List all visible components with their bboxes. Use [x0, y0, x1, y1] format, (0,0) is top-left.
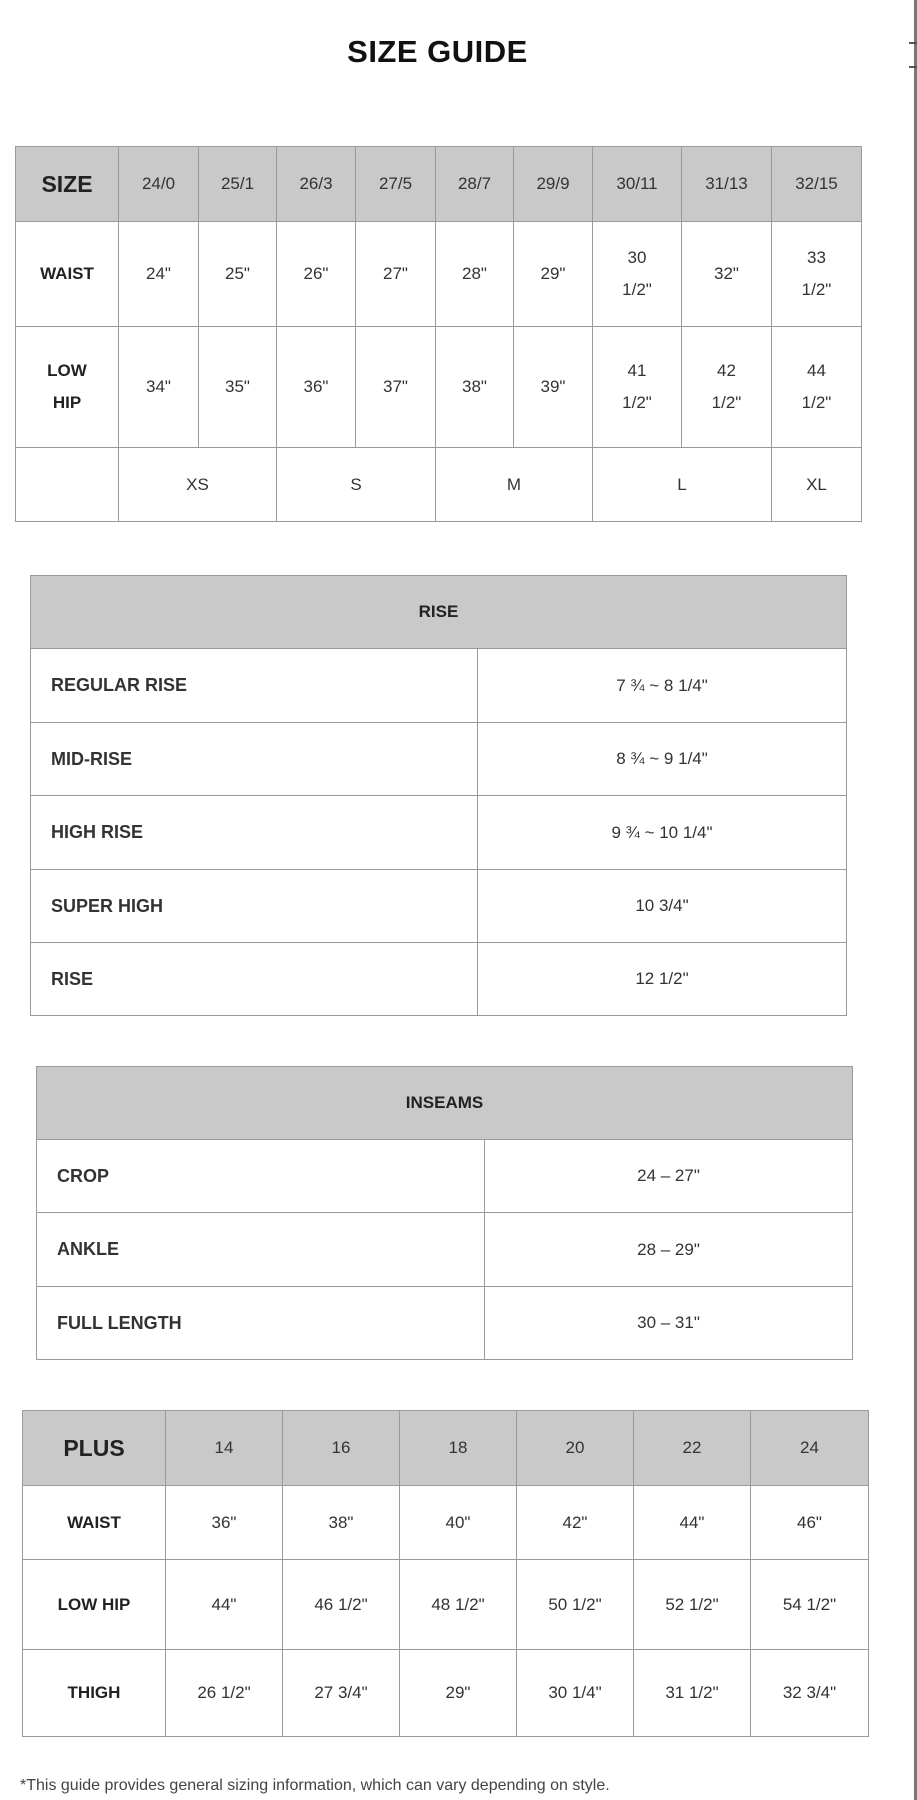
rise-header-row: [31, 576, 847, 649]
plus-low-hip-cell: 50 1/2": [517, 1560, 634, 1650]
plus-size-cell: 18: [400, 1411, 517, 1486]
letter-size-cell: L: [593, 448, 772, 522]
letter-size-row: [16, 448, 862, 522]
rise-header: RISE: [31, 576, 847, 649]
rise-row: [31, 649, 847, 723]
rise-label: MID-RISE: [31, 723, 478, 796]
size-cell: 28/7: [436, 147, 514, 222]
plus-waist-row: [23, 1486, 869, 1560]
plus-low-hip-cell: 44": [166, 1560, 283, 1650]
waist-label: WAIST: [16, 222, 119, 327]
inseam-row: [37, 1140, 853, 1213]
inseam-value: 24 – 27": [485, 1140, 853, 1213]
waist-cell: 27": [356, 222, 436, 327]
inseam-label: CROP: [37, 1140, 485, 1213]
plus-size-cell: 20: [517, 1411, 634, 1486]
rise-row: [31, 943, 847, 1016]
rise-value: 9 ¾ ~ 10 1/4": [478, 796, 847, 870]
plus-waist-cell: 46": [751, 1486, 869, 1560]
rise-label: REGULAR RISE: [31, 649, 478, 723]
size-cell: 30/11: [593, 147, 682, 222]
low-hip-row: [16, 327, 862, 448]
plus-header-row: [23, 1411, 869, 1486]
waist-cell: 26": [277, 222, 356, 327]
size-table: [15, 146, 862, 522]
size-header-label: SIZE: [16, 147, 119, 222]
plus-low-hip-cell: 54 1/2": [751, 1560, 869, 1650]
plus-thigh-cell: 26 1/2": [166, 1650, 283, 1737]
size-cell: 27/5: [356, 147, 436, 222]
low-hip-cell: 36": [277, 327, 356, 448]
size-cell: 31/13: [682, 147, 772, 222]
plus-size-cell: 22: [634, 1411, 751, 1486]
inseam-value: 28 – 29": [485, 1213, 853, 1287]
size-cell: 25/1: [199, 147, 277, 222]
waist-cell: 33 1/2": [772, 222, 862, 327]
size-cell: 24/0: [119, 147, 199, 222]
inseam-row: [37, 1213, 853, 1287]
plus-thigh-cell: 31 1/2": [634, 1650, 751, 1737]
plus-thigh-cell: 32 3/4": [751, 1650, 869, 1737]
plus-thigh-row: [23, 1650, 869, 1737]
rise-label: SUPER HIGH: [31, 870, 478, 943]
low-hip-cell: 42 1/2": [682, 327, 772, 448]
sizing-footnote: *This guide provides general sizing information, which can vary depending on style.: [20, 1777, 610, 1794]
plus-thigh-label: THIGH: [23, 1650, 166, 1737]
low-hip-cell: 44 1/2": [772, 327, 862, 448]
plus-low-hip-label: LOW HIP: [23, 1560, 166, 1650]
plus-low-hip-cell: 52 1/2": [634, 1560, 751, 1650]
letter-size-cell: XS: [119, 448, 277, 522]
letter-size-blank: [16, 448, 119, 522]
waist-cell: 25": [199, 222, 277, 327]
rise-row: [31, 796, 847, 870]
plus-waist-cell: 36": [166, 1486, 283, 1560]
plus-waist-cell: 44": [634, 1486, 751, 1560]
waist-cell: 30 1/2": [593, 222, 682, 327]
rise-table: [30, 575, 847, 1016]
plus-thigh-cell: 30 1/4": [517, 1650, 634, 1737]
low-hip-label: LOW HIP: [16, 327, 119, 448]
plus-size-cell: 14: [166, 1411, 283, 1486]
waist-row: [16, 222, 862, 327]
plus-low-hip-cell: 46 1/2": [283, 1560, 400, 1650]
page-edge-marker: [909, 42, 917, 68]
plus-thigh-cell: 29": [400, 1650, 517, 1737]
plus-waist-cell: 40": [400, 1486, 517, 1560]
rise-row: [31, 870, 847, 943]
size-cell: 29/9: [514, 147, 593, 222]
rise-value: 8 ¾ ~ 9 1/4": [478, 723, 847, 796]
inseam-label: FULL LENGTH: [37, 1287, 485, 1360]
letter-size-cell: M: [436, 448, 593, 522]
rise-label: HIGH RISE: [31, 796, 478, 870]
letter-size-cell: S: [277, 448, 436, 522]
plus-waist-label: WAIST: [23, 1486, 166, 1560]
waist-cell: 28": [436, 222, 514, 327]
size-header-row: [16, 147, 862, 222]
page-title: SIZE GUIDE: [347, 34, 528, 69]
rise-label: RISE: [31, 943, 478, 1016]
low-hip-cell: 35": [199, 327, 277, 448]
rise-value: 10 3/4": [478, 870, 847, 943]
inseams-header: INSEAMS: [37, 1067, 853, 1140]
plus-low-hip-row: [23, 1560, 869, 1650]
rise-value: 12 1/2": [478, 943, 847, 1016]
low-hip-cell: 39": [514, 327, 593, 448]
plus-table: [22, 1410, 869, 1737]
low-hip-cell: 34": [119, 327, 199, 448]
rise-row: [31, 723, 847, 796]
inseams-table: [36, 1066, 853, 1360]
size-cell: 32/15: [772, 147, 862, 222]
inseams-header-row: [37, 1067, 853, 1140]
plus-waist-cell: 42": [517, 1486, 634, 1560]
letter-size-cell: XL: [772, 448, 862, 522]
size-cell: 26/3: [277, 147, 356, 222]
plus-size-cell: 24: [751, 1411, 869, 1486]
plus-size-cell: 16: [283, 1411, 400, 1486]
plus-thigh-cell: 27 3/4": [283, 1650, 400, 1737]
rise-value: 7 ¾ ~ 8 1/4": [478, 649, 847, 723]
low-hip-cell: 38": [436, 327, 514, 448]
inseam-value: 30 – 31": [485, 1287, 853, 1360]
plus-waist-cell: 38": [283, 1486, 400, 1560]
inseam-label: ANKLE: [37, 1213, 485, 1287]
waist-cell: 29": [514, 222, 593, 327]
low-hip-cell: 37": [356, 327, 436, 448]
plus-header-label: PLUS: [23, 1411, 166, 1486]
inseam-row: [37, 1287, 853, 1360]
waist-cell: 32": [682, 222, 772, 327]
plus-low-hip-cell: 48 1/2": [400, 1560, 517, 1650]
low-hip-cell: 41 1/2": [593, 327, 682, 448]
waist-cell: 24": [119, 222, 199, 327]
